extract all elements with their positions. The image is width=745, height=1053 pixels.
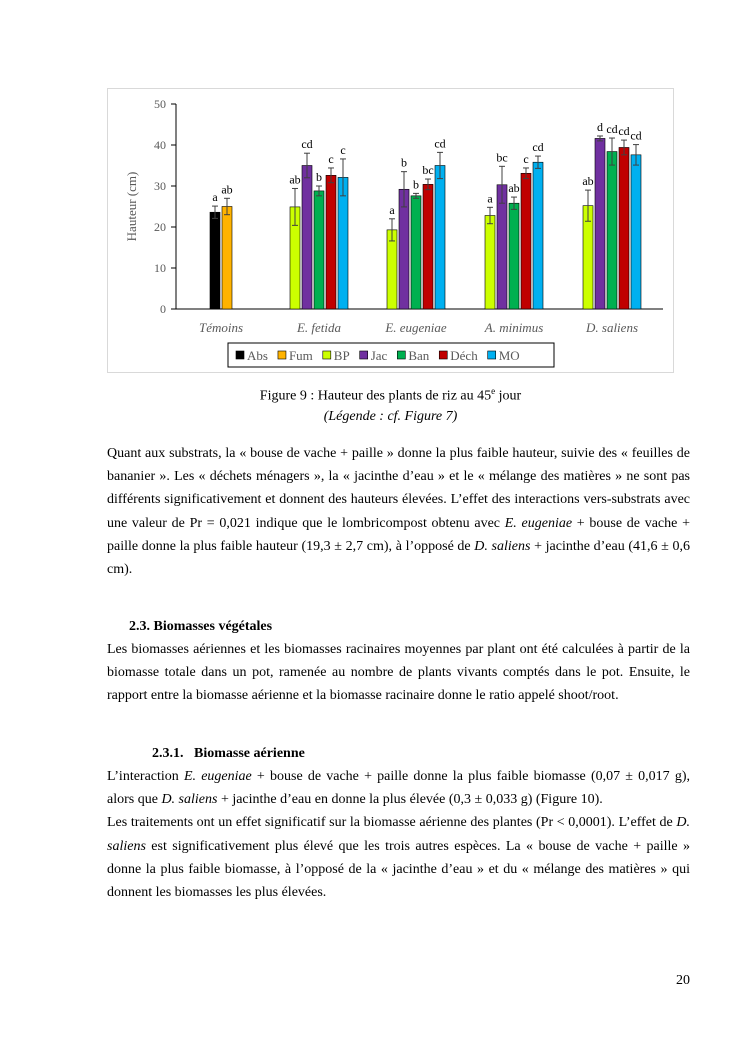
section-heading-2-3-1: 2.3.1. Biomasse aérienne bbox=[152, 746, 305, 761]
significance-letter: ab bbox=[221, 182, 233, 197]
y-tick-label: 30 bbox=[154, 179, 166, 193]
text-run: + bouse de vache + paille donne la plus faible hauteur (19,3 ± 2,7 cm), à l’opposé de bbox=[107, 515, 690, 554]
significance-letter: ab bbox=[582, 174, 594, 189]
significance-letter: b bbox=[401, 155, 407, 170]
text-run: + jacinthe d’eau (41,6 ± 0,6 cm). bbox=[107, 538, 690, 578]
significance-letter: cd bbox=[630, 128, 642, 143]
bar-Déch bbox=[619, 147, 629, 309]
text-run: + jacinthe d’eau en donne la plus élevée (0,3 ± 0,033 g) (Figure 10). bbox=[217, 792, 603, 808]
bar-MO bbox=[533, 162, 543, 309]
species-name: D. saliens bbox=[474, 538, 531, 554]
figure-caption-suffix: jour bbox=[495, 388, 522, 404]
legend-swatch-Jac bbox=[360, 351, 368, 359]
significance-letter: cd bbox=[301, 137, 313, 152]
significance-letter: ab bbox=[508, 181, 520, 196]
legend-label-Abs: Abs bbox=[247, 348, 268, 363]
bar-Ban bbox=[607, 152, 617, 309]
significance-letter: cd bbox=[606, 122, 618, 137]
bar-Déch bbox=[521, 173, 531, 309]
significance-letter: d bbox=[597, 119, 603, 134]
legend-swatch-Ban bbox=[397, 351, 405, 359]
paragraph-biomasse-aerienne bbox=[107, 765, 690, 904]
species-name: D. saliens bbox=[161, 792, 218, 808]
figure-caption bbox=[107, 386, 674, 405]
legend-swatch-Déch bbox=[439, 351, 447, 359]
y-tick-label: 0 bbox=[160, 302, 166, 316]
significance-letter: bc bbox=[496, 150, 508, 165]
bar-BP bbox=[485, 216, 495, 309]
section-heading-2-3: 2.3. Biomasses végétales bbox=[129, 619, 273, 634]
significance-letter: c bbox=[340, 142, 346, 157]
x-tick-label: E. fetida bbox=[296, 320, 342, 335]
significance-letter: c bbox=[523, 151, 529, 166]
y-tick-label: 50 bbox=[154, 97, 166, 111]
species-name: E. eugeniae bbox=[504, 515, 573, 531]
figure-legend-note: (Légende : cf. Figure 7) bbox=[323, 409, 458, 424]
page-number: 20 bbox=[676, 973, 690, 988]
significance-letter: a bbox=[487, 191, 493, 206]
significance-letter: c bbox=[328, 151, 334, 166]
species-name: E. eugeniae bbox=[183, 769, 252, 784]
significance-letter: b bbox=[316, 170, 322, 184]
paragraph-substrats bbox=[107, 442, 690, 581]
legend-label-Fum: Fum bbox=[288, 348, 313, 363]
legend-swatch-Fum bbox=[278, 351, 286, 359]
species-name: D. saliens bbox=[107, 815, 690, 854]
figure-caption-sup: e bbox=[491, 386, 496, 396]
paragraph-biomasses: Les biomasses aériennes et les biomasses racinaires moyennes par plant ont été calculées à partir de la biomasse totale dans un pot, ramenée au nombre de plants vivants comptés dans le pot. Ensuite, le rapport entre la biomasse aérienne et la biomasse racinaire donne le ratio appelé shoot/root. bbox=[107, 642, 690, 704]
legend-swatch-MO bbox=[488, 351, 496, 359]
bar-Fum bbox=[222, 207, 232, 310]
text-run: Les traitements ont un effet significatif sur la biomasse aérienne des plantes (Pr < 0,0001). L’effet de bbox=[107, 815, 677, 831]
legend-label-Jac: Jac bbox=[370, 348, 388, 363]
x-tick-label: A. minimus bbox=[484, 320, 544, 335]
bar-MO bbox=[338, 177, 348, 309]
legend-swatch-Abs bbox=[236, 351, 244, 359]
bar-Déch bbox=[423, 184, 433, 309]
text-run: + bouse de vache + paille donne la plus faible biomasse (0,07 ± 0,017 g), alors que bbox=[107, 769, 690, 808]
bar-MO bbox=[631, 155, 641, 309]
text-run: est significativement plus élevé que les trois autres espèces. La « bouse de vache + paille » donne la plus faible biomasse, à l’opposé de la « jacinthe d’eau » et du « mélange des matières » qui donnent les biomasses les plus élevées. bbox=[107, 838, 690, 901]
x-tick-label: E. eugeniae bbox=[385, 320, 447, 335]
significance-letter: cd bbox=[434, 136, 446, 151]
x-tick-label: Témoins bbox=[198, 320, 244, 335]
text-run: Quant aux substrats, la « bouse de vache + paille » donne la plus faible hauteur, suivie des « feuilles de bananier ». Les « déchets ménagers », la « jacinthe d’eau » et le « mélange des matières » ne sont pas différents significativement et donnent des hauteurs élevées. L’effet des interactions vers-substrats avec une valeur de Pr = 0,021 indique que le lombricompost obtenu avec bbox=[107, 446, 690, 531]
bar-MO bbox=[435, 166, 445, 310]
bar-Ban bbox=[411, 196, 421, 309]
legend-label-BP: BP bbox=[333, 348, 350, 363]
bar-chart bbox=[108, 89, 675, 374]
bar-Ban bbox=[314, 191, 324, 309]
significance-letter: a bbox=[212, 190, 218, 205]
significance-letter: ab bbox=[289, 172, 301, 187]
significance-letter: bc bbox=[422, 163, 434, 178]
y-tick-label: 40 bbox=[154, 138, 166, 152]
bar-BP bbox=[387, 230, 397, 309]
y-tick-label: 20 bbox=[154, 220, 166, 234]
significance-letter: a bbox=[389, 202, 395, 217]
figure-caption-text: Figure 9 : Hauteur des plants de riz au 45 bbox=[259, 388, 492, 404]
x-tick-label: D. saliens bbox=[586, 320, 638, 335]
significance-letter: cd bbox=[532, 140, 544, 155]
bar-Déch bbox=[326, 175, 336, 309]
legend-label-Ban: Ban bbox=[408, 348, 430, 363]
bar-Abs bbox=[210, 212, 220, 309]
y-axis-label: Hauteur (cm) bbox=[124, 171, 139, 242]
legend-label-Déch: Déch bbox=[450, 348, 478, 363]
legend-swatch-BP bbox=[323, 351, 331, 359]
figure-9-chart bbox=[107, 88, 674, 373]
text-run: L’interaction bbox=[107, 769, 184, 784]
significance-letter: cd bbox=[618, 124, 630, 139]
bar-Jac bbox=[595, 138, 605, 309]
y-tick-label: 10 bbox=[154, 261, 166, 275]
significance-letter: b bbox=[413, 177, 419, 192]
bar-Jac bbox=[302, 166, 312, 310]
legend-label-MO: MO bbox=[498, 348, 520, 363]
bar-Ban bbox=[509, 203, 519, 309]
